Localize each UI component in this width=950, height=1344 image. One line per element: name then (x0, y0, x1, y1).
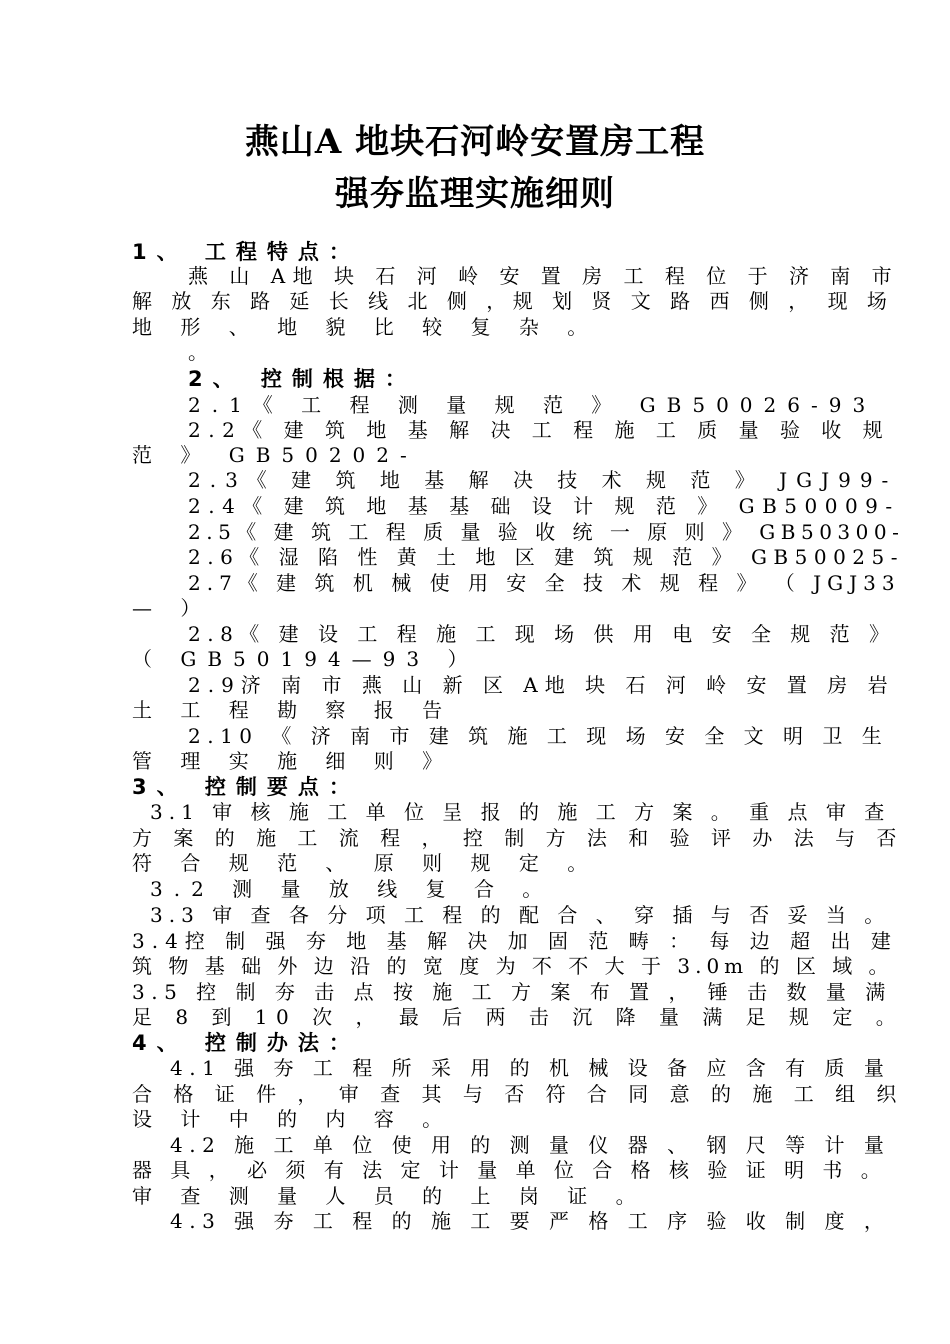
document-title-line-2: 强夯监理实施细则 (335, 174, 615, 214)
paragraph-line: 4.2 施 工 单 位 使 用 的 测 量 仪 器 、 钢 尺 等 计 量 (170, 1133, 891, 1157)
reference-item: 范 》 GB50202- (132, 443, 418, 467)
reference-item: 2.1《 工 程 测 量 规 范 》 GB50026-93 (188, 393, 877, 417)
paragraph-line: 筑 物 基 础 外 边 沿 的 宽 度 为 不 不 大 于 3.0m 的 区 域 。 (132, 954, 894, 978)
paragraph-line: 方 案 的 施 工 流 程 ， 控 制 方 法 和 验 评 办 法 与 否 (132, 826, 904, 850)
paragraph-line: 4.1 强 夯 工 程 所 采 用 的 机 械 设 备 应 含 有 质 量 (170, 1056, 891, 1080)
paragraph-line: 器 具 ， 必 须 有 法 定 计 量 单 位 合 格 核 验 证 明 书 。 (132, 1158, 887, 1182)
reference-item: （ GB50194—93 ） (132, 647, 479, 671)
reference-item: 2.7《 建 筑 机 械 使 用 安 全 技 术 规 程 》 （ JGJ33 (188, 571, 901, 595)
reference-item: 2.10 《 济 南 市 建 筑 施 工 现 场 安 全 文 明 卫 生 (188, 724, 889, 748)
paragraph-line: 足 8 到 10 次 ， 最 后 两 击 沉 降 量 满 足 规 定 。 (132, 1005, 905, 1029)
document-title-line-1: 燕山A 地块石河岭安置房工程 (244, 122, 706, 162)
paragraph-line: 3.3 审 查 各 分 项 工 程 的 配 合 、 穿 插 与 否 妥 当 。 (150, 903, 891, 927)
reference-item: 土 工 程 勘 察 报 告 (132, 698, 454, 722)
paragraph-line: 设 计 中 的 内 容 。 (132, 1107, 454, 1131)
paragraph-line: 3.1 审 核 施 工 单 位 呈 报 的 施 工 方 案 。 重 点 审 查 (150, 800, 891, 824)
paragraph-line: 审 查 测 量 人 员 的 上 岗 证 。 (132, 1184, 647, 1208)
paragraph-line: 燕 山 A地 块 石 河 岭 安 置 房 工 程 位 于 济 南 市 (188, 264, 900, 288)
reference-item: 管 理 实 施 细 则 》 (132, 749, 454, 773)
section-1-heading: 1、 工程特点： (132, 240, 360, 264)
reference-item: 2.2《 建 筑 地 基 解 决 工 程 施 工 质 量 验 收 规 (188, 418, 891, 442)
paragraph-line: 。 (188, 340, 219, 364)
section-4-heading: 4、 控制办法： (132, 1031, 360, 1055)
paragraph-line: 解 放 东 路 延 长 线 北 侧 ，规 划 贤 文 路 西 侧 ， 现 场 (132, 289, 894, 313)
section-3-heading: 3、 控制要点： (132, 775, 360, 799)
reference-item: — ） (132, 596, 212, 620)
paragraph-line: 地 形 、 地 貌 比 较 复 杂 。 (132, 315, 599, 339)
paragraph-line: 合 格 证 件 ， 审 查 其 与 否 符 合 同 意 的 施 工 组 织 (132, 1082, 904, 1106)
reference-item: 2.3《 建 筑 地 基 解 决 技 术 规 范 》 JGJ99- (188, 468, 898, 492)
paragraph-line: 3.2 测 量 放 线 复 合 。 (150, 877, 554, 901)
paragraph-line: 4.3 强 夯 工 程 的 施 工 要 严 格 工 序 验 收 制 度 ， (170, 1209, 891, 1233)
reference-item: 2.4《 建 筑 地 基 基 础 设 计 规 范 》 GB50009- (188, 494, 900, 518)
paragraph-line: 符 合 规 范 、 原 则 规 定 。 (132, 851, 599, 875)
reference-item: 2.5《 建 筑 工 程 质 量 验 收 统 一 原 则 》 GB50300- (188, 520, 905, 544)
section-2-heading: 2、 控制根据： (188, 367, 416, 391)
reference-item: 2.6《 湿 陷 性 黄 土 地 区 建 筑 规 范 》 GB50025- (188, 545, 905, 569)
reference-item: 2.8《 建 设 工 程 施 工 现 场 供 用 电 安 全 规 范 》 (188, 622, 896, 646)
paragraph-line: 3.5 控 制 夯 击 点 按 施 工 方 案 布 置 ， 锤 击 数 量 满 (132, 980, 892, 1004)
reference-item: 2.9济 南 市 燕 山 新 区 A地 块 石 河 岭 安 置 房 岩 (188, 673, 895, 697)
paragraph-line: 3.4控 制 强 夯 地 基 解 决 加 固 范 畴 ： 每 边 超 出 建 (132, 929, 898, 953)
